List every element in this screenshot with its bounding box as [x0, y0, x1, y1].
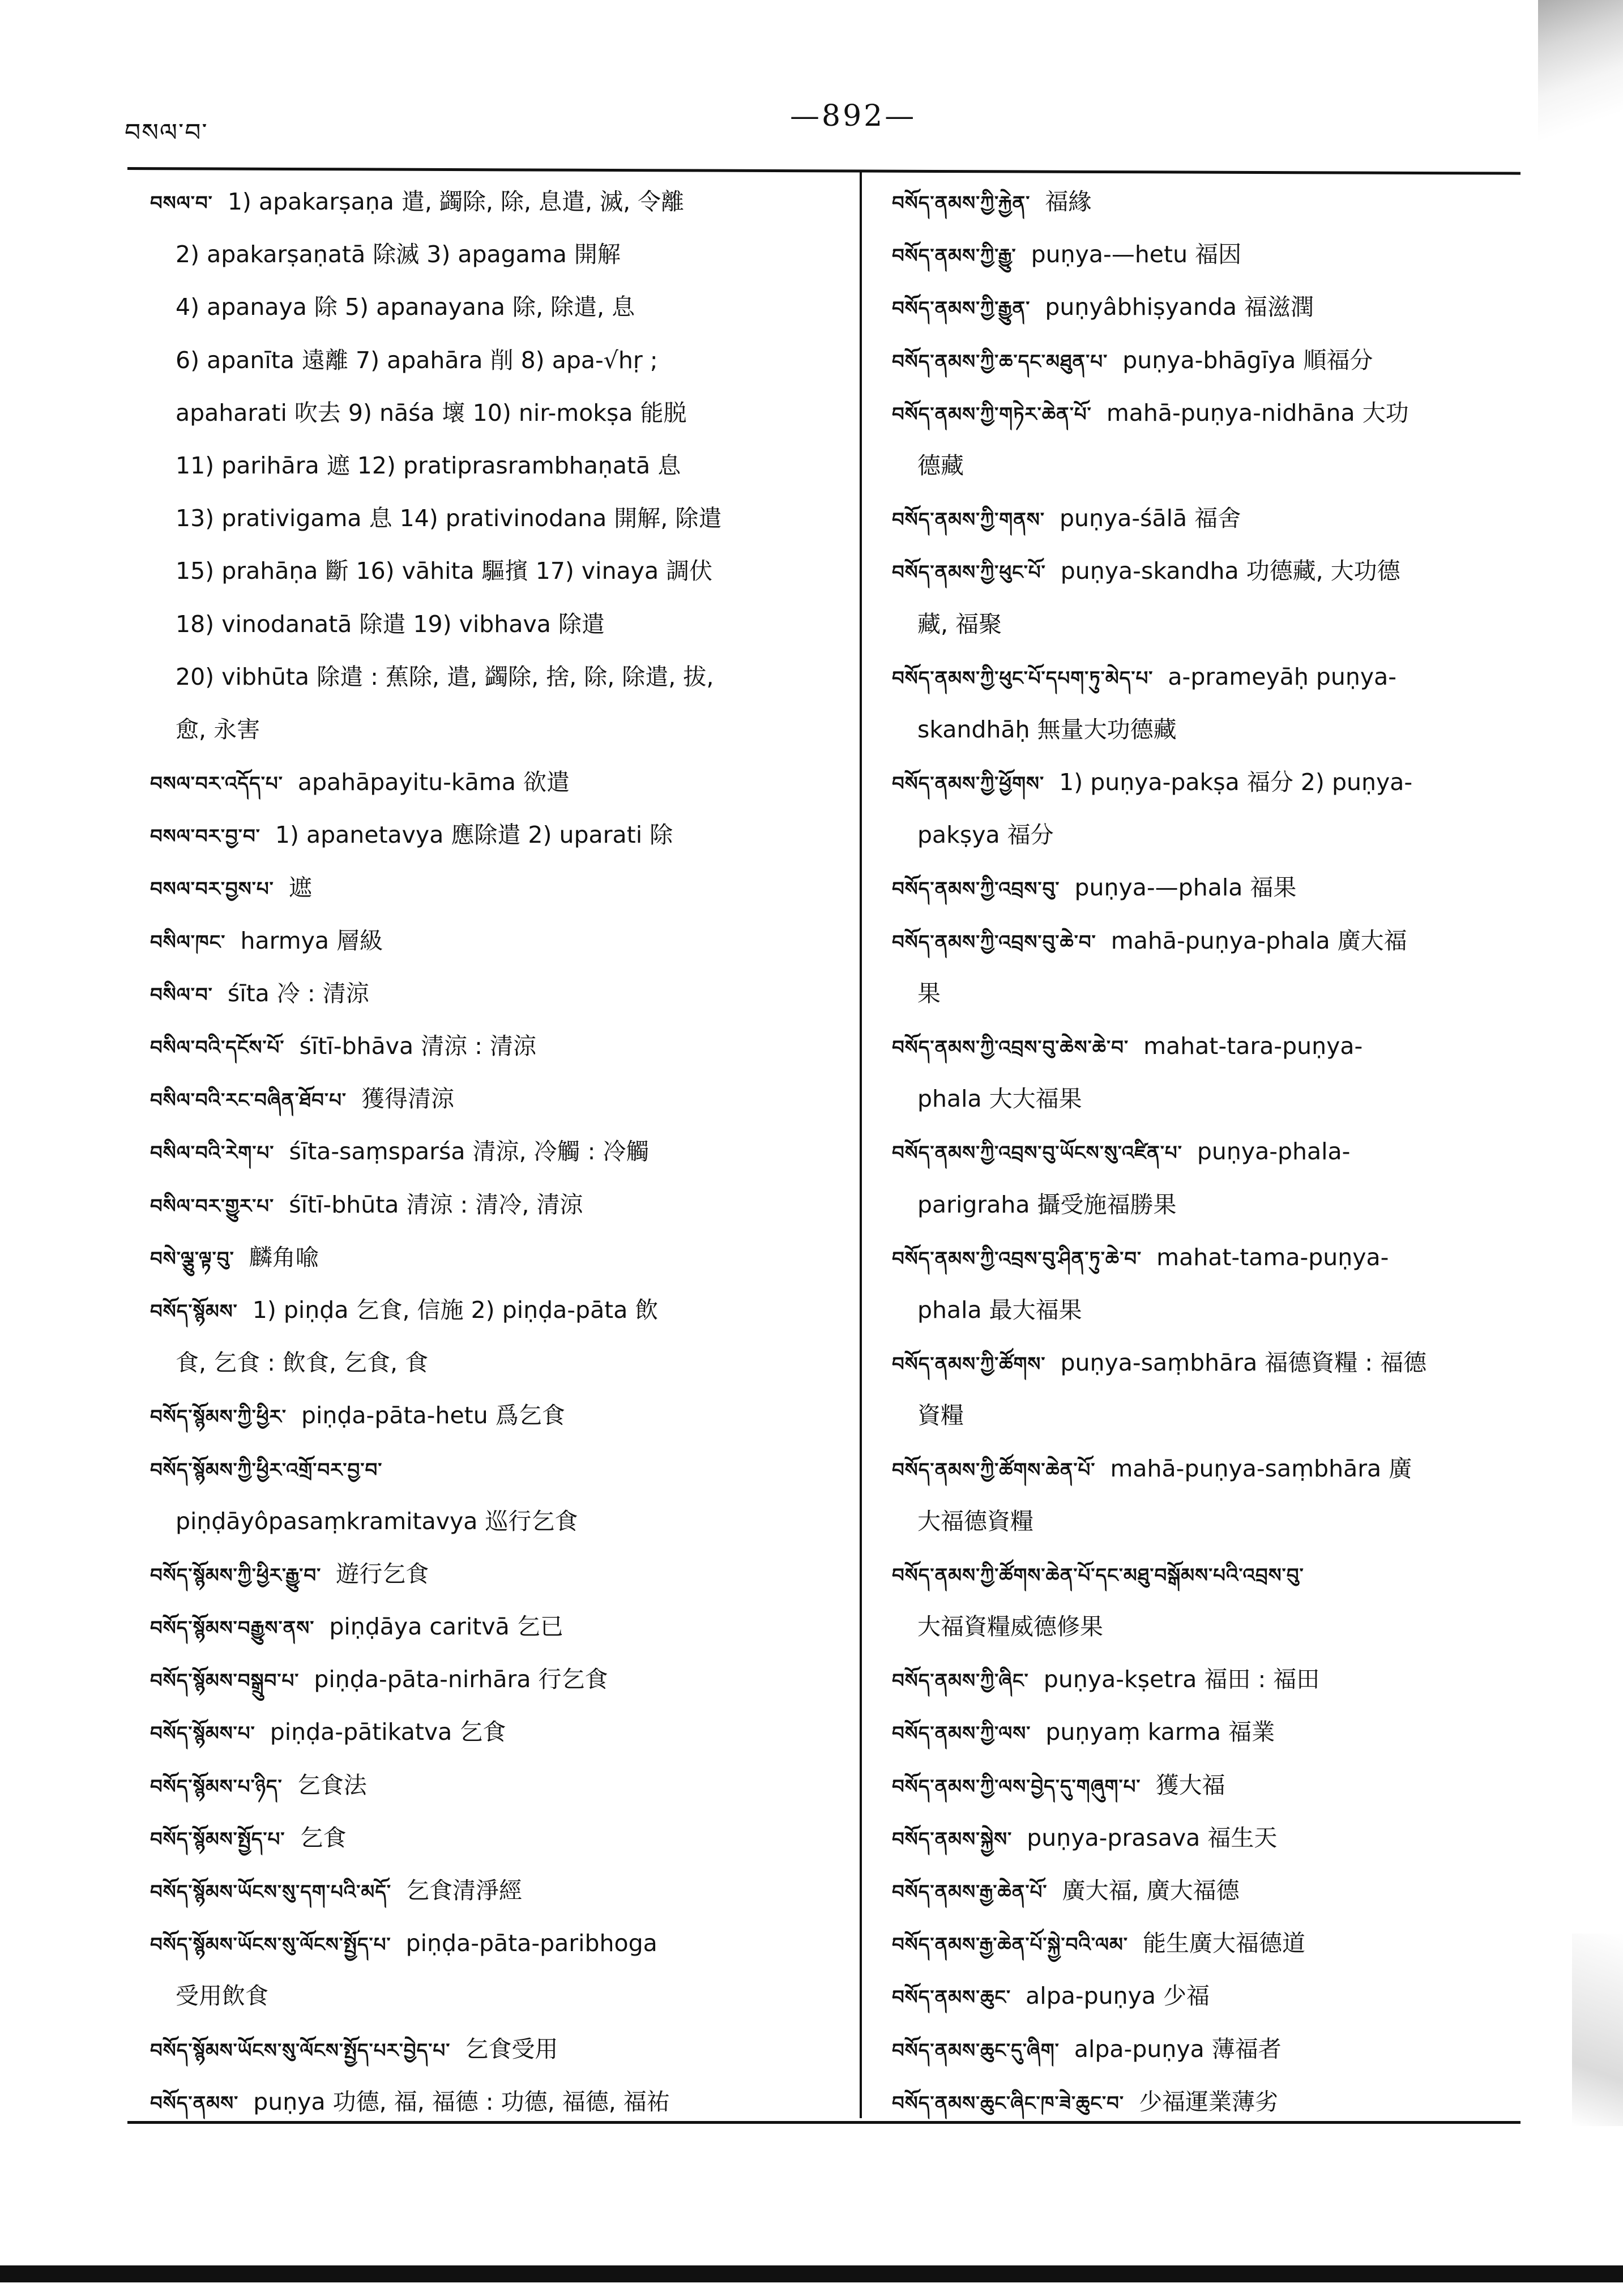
- tibetan-headword: བསོད་སྙོམས་པ་: [150, 1722, 255, 1746]
- tibetan-headword: བསོད་ནམས་: [150, 2092, 239, 2115]
- dictionary-line: [150, 545, 844, 598]
- gloss-text: 資糧: [917, 1402, 964, 1429]
- dictionary-line: [892, 1020, 1537, 1073]
- dictionary-line: [892, 492, 1537, 545]
- dictionary-line: [892, 545, 1537, 598]
- dictionary-line: [892, 915, 1537, 967]
- dictionary-line: [892, 861, 1537, 914]
- tibetan-headword: བསོད་ནམས་ཆུང་: [892, 1986, 1011, 2009]
- tibetan-headword: བསོད་ནམས་ཀྱི་ཚོགས་: [892, 1353, 1046, 1376]
- gloss-text: puṇya-saṃbhāra 福德資糧 : 福德: [1060, 1349, 1427, 1377]
- gloss-text: 2) apakarṣaṇatā 除滅 3) apagama 開解: [176, 241, 621, 268]
- gloss-text: 乞食受用: [465, 2035, 558, 2063]
- gloss-text: puṇyaṃ karma 福業: [1045, 1718, 1275, 1746]
- dictionary-line: [150, 967, 844, 1020]
- dictionary-line: [150, 651, 844, 703]
- gloss-text: 20) vibhūta 除遣 : 蕉除, 遣, 蠲除, 捨, 除, 除遣, 拔,: [176, 663, 714, 690]
- tibetan-headword: བསོད་ནམས་ཀྱི་ཕྱོགས་: [892, 773, 1045, 796]
- dictionary-line: [150, 1812, 844, 1864]
- tibetan-headword: བསོད་ནམས་ཆུང་དུ་ཞིག་: [892, 2039, 1060, 2062]
- gloss-text: 遮: [288, 874, 312, 902]
- dictionary-line: [892, 1495, 1537, 1548]
- gloss-text: puṇya-prasava 福生天: [1027, 1824, 1278, 1851]
- tibetan-headword: བསོད་ནམས་ཀྱི་ཚོགས་ཆེན་པོ་དང་མཐུ་བསྒོམས་པའི་འབྲས་བུ་: [892, 1564, 1304, 1587]
- tibetan-headword: བསལ་བར་འདོད་པ་: [150, 773, 283, 796]
- gloss-text: 能生廣大福德道: [1142, 1930, 1305, 1957]
- dictionary-line: [150, 1073, 844, 1125]
- gloss-text: mahā-puṇya-nidhāna 大功: [1106, 399, 1409, 426]
- tibetan-headword: བསིལ་བར་གྱུར་པ་: [150, 1194, 275, 1218]
- dictionary-line: [150, 281, 844, 334]
- gloss-text: 獲得清涼: [361, 1085, 454, 1113]
- dictionary-line: [150, 387, 844, 439]
- top-rule: [127, 167, 1521, 175]
- tibetan-headword: བསོད་ནམས་ཀྱི་ཞིང་: [892, 1670, 1029, 1693]
- scan-shadow-bottom-right: [1572, 1934, 1623, 2126]
- dictionary-line: [150, 1495, 844, 1548]
- dictionary-line: [892, 703, 1537, 756]
- gloss-text: mahat-tara-puṇya-: [1143, 1032, 1363, 1060]
- gloss-text: 1) puṇya-pakṣa 福分 2) puṇya-: [1059, 769, 1413, 796]
- tibetan-headword: བསོད་ནམས་རྒྱ་ཆེན་པོ་: [892, 1881, 1048, 1904]
- gloss-text: alpa-puṇya 少福: [1026, 1982, 1210, 2010]
- dictionary-line: [892, 334, 1537, 387]
- gloss-text: puṇya-bhāgīya 順福分: [1122, 346, 1373, 374]
- gloss-text: 1) apanetavya 應除遣 2) uparati 除: [275, 821, 673, 849]
- gloss-text: pakṣya 福分: [917, 821, 1054, 849]
- tibetan-headword: བསོད་སྙོམས་སྤྱོད་པ་: [150, 1828, 285, 1851]
- tibetan-headword: བསོད་ནམས་ཀྱི་ཚོགས་ཆེན་པོ་: [892, 1458, 1096, 1482]
- gloss-text: 18) vinodanatā 除遣 19) vibhava 除遣: [176, 610, 605, 638]
- dictionary-line: [892, 387, 1537, 439]
- dictionary-line: [892, 1917, 1537, 1970]
- gloss-text: 15) prahāṇa 斷 16) vāhita 驅擯 17) vinaya 調伏: [176, 557, 713, 585]
- gloss-text: 獲大福: [1155, 1771, 1225, 1799]
- tibetan-headword: བསོད་ནམས་ཀྱི་གནས་: [892, 509, 1045, 532]
- tibetan-headword: བསོད་སྙོམས་པ་ཉིད་: [150, 1775, 283, 1798]
- tibetan-headword: བསོད་ནམས་ཀྱི་ལས་བྱེད་དུ་གཞུག་པ་: [892, 1775, 1141, 1798]
- dictionary-line: [150, 492, 844, 545]
- dictionary-line: [892, 1284, 1537, 1337]
- tibetan-headword: བསོད་ནམས་ཀྱི་འབྲས་བུ་ཡོངས་སུ་འཛིན་པ་: [892, 1142, 1182, 1165]
- gloss-text: puṇya-kṣetra 福田 : 福田: [1043, 1666, 1320, 1693]
- dictionary-line: [892, 1337, 1537, 1389]
- gloss-text: puṇya-—phala 福果: [1074, 874, 1297, 902]
- tibetan-headword: བསོད་ནམས་ཀྱི་འབྲས་བུ་ཆེས་ཆེ་བ་: [892, 1036, 1129, 1059]
- gloss-text: 大福資糧威德修果: [917, 1613, 1103, 1641]
- dictionary-line: [892, 1179, 1537, 1231]
- tibetan-headword: བསོད་སྙོམས་བསྒྲུབ་པ་: [150, 1670, 300, 1693]
- dictionary-line: [150, 1548, 844, 1601]
- gloss-text: 1) apakarṣaṇa 遣, 蠲除, 除, 息遣, 滅, 令離: [227, 188, 685, 215]
- tibetan-headword: བསལ་བར་བྱ་བ་: [150, 825, 260, 848]
- gloss-text: 德藏: [917, 451, 964, 479]
- gloss-text: śīta 冷 : 清涼: [227, 979, 369, 1007]
- dictionary-line: [892, 2023, 1537, 2076]
- dictionary-line: [150, 1653, 844, 1706]
- tibetan-headword: བསོད་ནམས་ཀྱི་ཕུང་པོ་: [892, 561, 1046, 584]
- gloss-text: harmya 層級: [240, 927, 383, 954]
- gloss-text: puṇya-—hetu 福因: [1031, 241, 1242, 268]
- dictionary-line: [150, 1337, 844, 1389]
- tibetan-headword: བསིལ་བའི་རེག་པ་: [150, 1142, 275, 1165]
- gloss-text: piṇḍāya caritvā 乞已: [329, 1613, 563, 1641]
- column-divider: [860, 170, 862, 2118]
- gloss-text: puṇya-śālā 福舍: [1060, 505, 1241, 532]
- dictionary-line: [150, 1284, 844, 1337]
- gloss-text: 少福運業薄劣: [1139, 2088, 1279, 2115]
- gloss-text: piṇḍa-pātikatva 乞食: [270, 1718, 506, 1746]
- dictionary-line: [150, 2023, 844, 2076]
- dictionary-line: [150, 915, 844, 967]
- running-head: བསལ་བ་: [125, 118, 208, 147]
- tibetan-headword: བསོད་ནམས་ཀྱི་རྒྱུན་: [892, 297, 1031, 321]
- dictionary-line: [150, 334, 844, 387]
- tibetan-headword: བསོད་ནམས་སྐྱེས་: [892, 1828, 1013, 1851]
- dictionary-line: [150, 1125, 844, 1178]
- dictionary-line: [150, 861, 844, 914]
- dictionary-line: [892, 228, 1537, 281]
- dictionary-line: [150, 1389, 844, 1442]
- gloss-text: a-prameyāḥ puṇya-: [1168, 663, 1397, 690]
- gloss-text: skandhāḥ 無量大功德藏: [917, 715, 1177, 743]
- dictionary-line: [150, 1864, 844, 1917]
- dictionary-line: [892, 2076, 1537, 2128]
- dictionary-line: [892, 1864, 1537, 1917]
- tibetan-headword: བསལ་བ་: [150, 192, 213, 215]
- gloss-text: puṇyâbhiṣyanda 福滋潤: [1045, 293, 1314, 321]
- gloss-text: puṇya 功德, 福, 福德 : 功德, 福德, 福祐: [253, 2088, 670, 2115]
- dictionary-line: [892, 1706, 1537, 1759]
- gloss-text: 大福德資糧: [917, 1507, 1033, 1535]
- tibetan-headword: བསིལ་བའི་དངོས་པོ་: [150, 1036, 285, 1059]
- dictionary-line: [150, 809, 844, 861]
- gloss-text: 果: [917, 979, 941, 1007]
- tibetan-headword: བསོད་ནམས་ཀྱི་ཕུང་པོ་དཔག་ཏུ་མེད་པ་: [892, 667, 1154, 690]
- gloss-text: 1) piṇḍa 乞食, 信施 2) piṇḍa-pāta 飲: [252, 1296, 659, 1324]
- gloss-text: apaharati 吹去 9) nāśa 壞 10) nir-mokṣa 能脱: [176, 399, 687, 426]
- dictionary-line: [150, 1231, 844, 1284]
- dictionary-line: [892, 809, 1537, 861]
- tibetan-headword: བསོད་ནམས་ཀྱི་ལས་: [892, 1722, 1031, 1746]
- tibetan-headword: བསོད་སྙོམས་ཡོངས་སུ་དག་པའི་མདོ་: [150, 1881, 392, 1904]
- dictionary-line: [892, 1970, 1537, 2022]
- dictionary-line: [892, 967, 1537, 1020]
- tibetan-headword: བསོད་ནམས་ཆུང་ཞིང་ཁ་ཟེ་ཆུང་བ་: [892, 2092, 1125, 2115]
- gloss-text: 麟角喩: [249, 1243, 319, 1271]
- gloss-text: 13) prativigama 息 14) prativinodana 開解, 除遣: [176, 505, 722, 532]
- gloss-text: mahā-puṇya-saṃbhāra 廣: [1110, 1454, 1412, 1482]
- gloss-text: puṇya-phala-: [1197, 1138, 1351, 1166]
- tibetan-headword: བསོད་ནམས་རྒྱ་ཆེན་པོ་སྐྱེ་བའི་ལམ་: [892, 1934, 1128, 1957]
- tibetan-headword: བསལ་བར་བྱས་པ་: [150, 878, 274, 901]
- gloss-text: 愈, 永害: [176, 715, 260, 743]
- gloss-text: 乞食: [300, 1824, 347, 1851]
- gloss-text: śīta-saṃsparśa 清涼, 冷觸 : 冷觸: [289, 1138, 650, 1166]
- tibetan-headword: བསོད་སྙོམས་བརྒྱུས་ནས་: [150, 1617, 315, 1640]
- dictionary-line: [892, 1759, 1537, 1812]
- dictionary-line: [150, 2076, 844, 2128]
- dictionary-line: [892, 1443, 1537, 1495]
- gloss-text: 遊行乞食: [336, 1560, 429, 1587]
- scan-edge-band: [0, 2265, 1623, 2282]
- dictionary-line: [892, 598, 1537, 651]
- dictionary-line: [150, 1179, 844, 1231]
- tibetan-headword: བསོད་སྙོམས་ཡོངས་སུ་ལོངས་སྤྱོད་པར་བྱེད་པ་: [150, 2039, 451, 2062]
- dictionary-line: [892, 1812, 1537, 1864]
- dictionary-line: [150, 1020, 844, 1073]
- gloss-text: śītī-bhūta 清涼 : 清冷, 清涼: [289, 1190, 583, 1218]
- dictionary-line: [150, 176, 844, 228]
- gloss-text: puṇya-skandha 功德藏, 大功德: [1060, 557, 1400, 585]
- tibetan-headword: བསོད་ནམས་ཀྱི་རྐྱེན་: [892, 192, 1031, 215]
- tibetan-headword: བསོད་ནམས་ཀྱི་འབྲས་བུ་: [892, 878, 1060, 901]
- tibetan-headword: བསིལ་བའི་རང་བཞིན་ཐོབ་པ་: [150, 1089, 347, 1112]
- gloss-text: 受用飲食: [176, 1982, 268, 2010]
- scan-shadow-top-right: [1538, 0, 1623, 147]
- tibetan-headword: བསོད་ནམས་ཀྱི་གཏེར་ཆེན་པོ་: [892, 403, 1092, 426]
- dictionary-line: [892, 651, 1537, 703]
- dictionary-line: [150, 1706, 844, 1759]
- gloss-text: 藏, 福聚: [917, 610, 1002, 638]
- dictionary-line: [892, 1653, 1537, 1706]
- dictionary-line: [892, 1601, 1537, 1653]
- gloss-text: mahat-tama-puṇya-: [1156, 1243, 1389, 1271]
- page-number: —892—: [790, 99, 917, 133]
- dictionary-line: [150, 1443, 844, 1495]
- gloss-text: parigraha 攝受施福勝果: [917, 1190, 1177, 1218]
- tibetan-headword: བསོད་སྙོམས་ཀྱི་ཕྱིར་རྒྱུ་བ་: [150, 1564, 322, 1587]
- dictionary-line: [892, 1389, 1537, 1442]
- tibetan-headword: བསོད་ནམས་ཀྱི་འབྲས་བུ་ཆེ་བ་: [892, 931, 1096, 954]
- gloss-text: 乞食清淨經: [406, 1877, 523, 1904]
- dictionary-line: [150, 228, 844, 281]
- gloss-text: piṇḍa-pāta-paribhoga: [405, 1930, 657, 1957]
- dictionary-line: [892, 439, 1537, 492]
- gloss-text: śītī-bhāva 清涼 : 清涼: [299, 1032, 537, 1060]
- tibetan-headword: བསོད་སྙོམས་ཀྱི་ཕྱིར་: [150, 1406, 287, 1429]
- gloss-text: phala 最大福果: [917, 1296, 1082, 1324]
- tibetan-headword: བསོད་སྙོམས་ཀྱི་ཕྱིར་འགྲོ་བར་བྱ་བ་: [150, 1458, 383, 1482]
- gloss-text: 11) parihāra 遮 12) pratiprasrambhaṇatā 息: [176, 451, 681, 479]
- dictionary-line: [892, 1125, 1537, 1178]
- tibetan-headword: བསོད་སྙོམས་ཡོངས་སུ་ལོངས་སྤྱོད་པ་: [150, 1934, 391, 1957]
- dictionary-line: [892, 1231, 1537, 1284]
- gloss-text: phala 大大福果: [917, 1085, 1082, 1113]
- dictionary-line: [150, 1759, 844, 1812]
- dictionary-line: [892, 176, 1537, 228]
- gloss-text: 福緣: [1045, 188, 1092, 215]
- dictionary-line: [150, 703, 844, 756]
- gloss-text: 乞食法: [297, 1771, 367, 1799]
- gloss-text: 食, 乞食 : 飲食, 乞食, 食: [176, 1349, 429, 1377]
- dictionary-line: [892, 1073, 1537, 1125]
- gloss-text: apahāpayitu-kāma 欲遣: [297, 769, 570, 796]
- dictionary-line: [150, 1970, 844, 2022]
- dictionary-line: [150, 1601, 844, 1653]
- dictionary-line: [892, 281, 1537, 334]
- right-column: [892, 176, 1537, 2128]
- tibetan-headword: བསོད་སྙོམས་: [150, 1300, 238, 1323]
- tibetan-headword: བསིལ་བ་: [150, 983, 213, 1006]
- dictionary-line: [150, 756, 844, 809]
- dictionary-line: [150, 598, 844, 651]
- gloss-text: piṇḍāyôpasaṃkramitavya 巡行乞食: [176, 1507, 578, 1535]
- tibetan-headword: བསོད་ནམས་ཀྱི་རྒྱུ་: [892, 245, 1016, 268]
- tibetan-headword: བསོད་ནམས་ཀྱི་ཆ་དང་མཐུན་པ་: [892, 350, 1108, 373]
- gloss-text: 廣大福, 廣大福德: [1062, 1877, 1240, 1904]
- left-column: [150, 176, 844, 2128]
- gloss-text: piṇḍa-pāta-hetu 爲乞食: [301, 1402, 565, 1429]
- gloss-text: piṇḍa-pāta-nirhāra 行乞食: [314, 1666, 608, 1693]
- gloss-text: 6) apanīta 遠離 7) apahāra 削 8) apa-√hṛ ;: [176, 346, 658, 374]
- dictionary-line: [892, 756, 1537, 809]
- tibetan-headword: བསིལ་ཁང་: [150, 931, 226, 954]
- dictionary-line: [150, 439, 844, 492]
- gloss-text: 4) apanaya 除 5) apanayana 除, 除遣, 息: [176, 293, 635, 321]
- tibetan-headword: བསོད་ནམས་ཀྱི་འབྲས་བུ་ཤིན་ཏུ་ཆེ་བ་: [892, 1247, 1142, 1270]
- gloss-text: mahā-puṇya-phala 廣大福: [1111, 927, 1407, 954]
- tibetan-headword: བསེ་ལྕུ་ལྟ་བུ་: [150, 1247, 234, 1270]
- dictionary-line: [892, 1548, 1537, 1601]
- gloss-text: alpa-puṇya 薄福者: [1074, 2035, 1282, 2063]
- dictionary-line: [150, 1917, 844, 1970]
